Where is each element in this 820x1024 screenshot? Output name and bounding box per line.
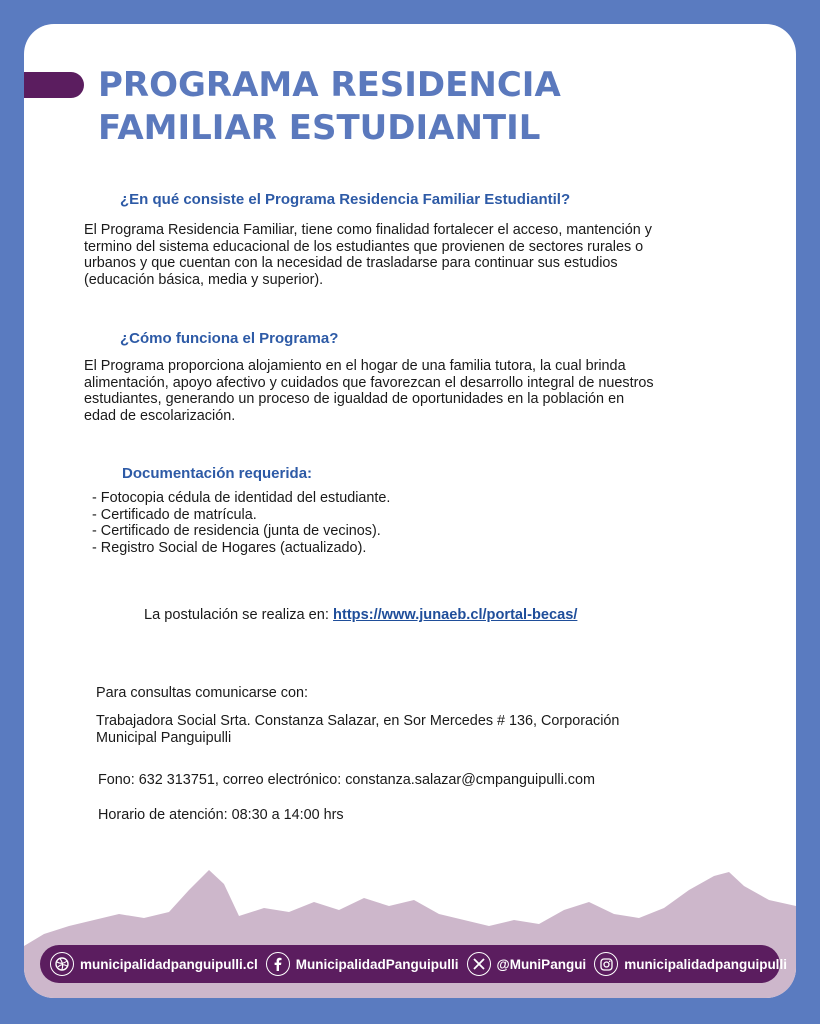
application-line — [144, 607, 577, 624]
body-line: termino del sistema educacional de los estudiantes que provienen de sectores rurales o — [84, 238, 644, 255]
section-body-what — [84, 222, 652, 288]
footer-website-text: municipalidadpanguipulli.cl — [80, 956, 258, 972]
section-heading-docs: Documentación requerida: — [122, 465, 313, 482]
list-item: - Fotocopia cédula de identidad del estudiante. — [92, 490, 390, 507]
application-link[interactable]: https://www.junaeb.cl/portal-becas/ — [333, 607, 578, 623]
title-line-2: FAMILIAR ESTUDIANTIL — [98, 108, 541, 148]
section-heading-how: ¿Cómo funciona el Programa? — [120, 330, 339, 347]
list-item: - Certificado de matrícula. — [92, 507, 390, 524]
x-icon — [467, 952, 491, 976]
list-item: - Certificado de residencia (junta de vecinos). — [92, 523, 390, 540]
instagram-icon — [594, 952, 618, 976]
contact-intro: Para consultas comunicarse con: — [96, 685, 308, 701]
social-footer — [40, 945, 787, 983]
globe-icon — [50, 952, 74, 976]
footer-facebook[interactable] — [266, 952, 459, 976]
body-line: estudiantes, generando un proceso de igualdad de oportunidades en la población en — [84, 391, 625, 407]
contact-hours: Horario de atención: 08:30 a 14:00 hrs — [98, 807, 344, 823]
body-line: edad de escolarización. — [84, 407, 236, 424]
contact-person-line-2: Municipal Panguipulli — [96, 729, 232, 746]
body-line: (educación básica, media y superior). — [84, 271, 324, 288]
body-line: El Programa Residencia Familiar, tiene como finalidad fortalecer el acceso, mantención y — [84, 222, 652, 238]
title-accent-bar — [24, 72, 84, 98]
body-line: urbanos y que cuentan con la necesidad de trasladarse para continuar sus estudios — [84, 255, 618, 271]
flyer-card — [24, 24, 796, 998]
list-item: - Registro Social de Hogares (actualizado). — [92, 540, 390, 557]
footer-facebook-text: MunicipalidadPanguipulli — [295, 956, 459, 972]
contact-person-line-1: Trabajadora Social Srta. Constanza Salazar, en Sor Mercedes # 136, Corporación — [96, 713, 620, 729]
section-body-how — [84, 358, 654, 424]
contact-person — [96, 713, 619, 746]
footer-x[interactable] — [467, 952, 587, 976]
documents-list — [92, 490, 390, 556]
title-line-1: PROGRAMA RESIDENCIA — [98, 65, 561, 105]
section-heading-what: ¿En qué consiste el Programa Residencia Familiar Estudiantil? — [120, 191, 571, 208]
body-line: El Programa proporciona alojamiento en el hogar de una familia tutora, la cual brinda — [84, 358, 626, 374]
facebook-icon — [266, 952, 290, 976]
footer-website[interactable] — [50, 952, 258, 976]
footer-instagram-text: municipalidadpanguipulli — [624, 956, 787, 972]
page-title — [98, 64, 561, 150]
footer-x-text: @MuniPangui — [496, 956, 587, 972]
application-label: La postulación se realiza en: — [144, 607, 329, 623]
contact-phone-email: Fono: 632 313751, correo electrónico: constanza.salazar@cmpanguipulli.com — [98, 772, 595, 788]
footer-instagram[interactable] — [594, 952, 787, 976]
body-line: alimentación, apoyo afectivo y cuidados que favorezcan el desarrollo integral de nuestros — [84, 374, 654, 391]
